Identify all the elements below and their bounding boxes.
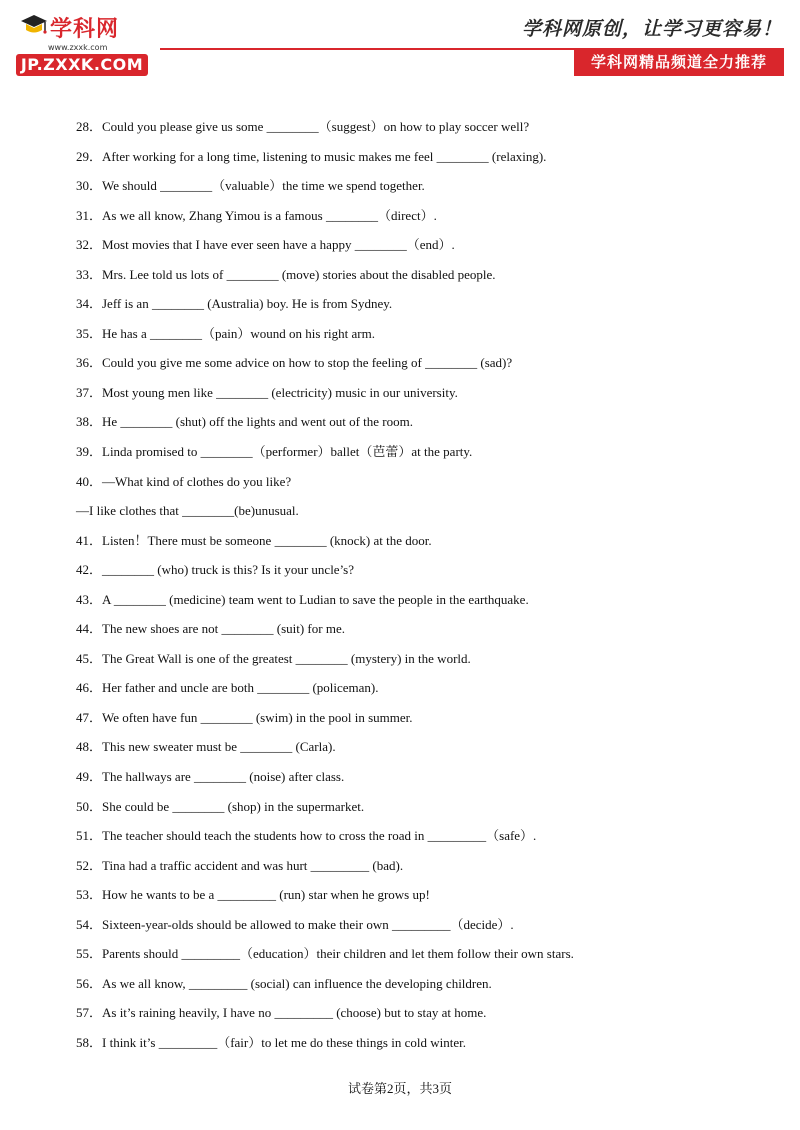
question-item: 56．As we all know, _________ (social) can influence the developing children. (76, 975, 492, 991)
question-item: 28．Could you please give us some ________（suggest）on how to play soccer well? (76, 119, 530, 134)
logo-url: www.zxxk.com (48, 43, 108, 52)
question-item: 55．Parents should _________（education）their children and let them follow their own stars. (76, 946, 574, 962)
question-item: 35．He has a ________（pain）wound on his right arm. (76, 325, 375, 341)
question-item: 41．Listen！There must be someone ________ (knock) at the door. (76, 532, 432, 548)
logo-title: 学科网 (50, 17, 120, 42)
question-item: 52．Tina had a traffic accident and was hurt _________ (bad). (76, 857, 404, 873)
header-divider (160, 48, 574, 50)
question-item: 51．The teacher should teach the students how to cross the road in _________（safe）. (76, 828, 537, 844)
question-item: 32．Most movies that I have ever seen have a happy ________（end）. (76, 237, 455, 253)
question-item: 49．The hallways are ________ (noise) after class. (76, 769, 345, 785)
question-list (76, 112, 776, 1058)
question-item: 43．A ________ (medicine) team went to Ludian to save the people in the earthquake. (76, 591, 529, 607)
question-item: 31．As we all know, Zhang Yimou is a famous ________（direct）. (76, 207, 437, 223)
question-item: 57．As it’s raining heavily, I have no _________ (choose) but to stay at home. (76, 1005, 487, 1021)
question-item: 36．Could you give me some advice on how to stop the feeling of ________ (sad)? (76, 355, 513, 371)
question-item: 29．After working for a long time, listening to music makes me feel ________ (relaxing). (76, 148, 547, 164)
header-slogan: 学科网原创，让学习更容易！ (521, 18, 782, 40)
question-item: 39．Linda promised to ________（performer）ballet（芭蕾）at the party. (76, 444, 473, 460)
question-item: 33．Mrs. Lee told us lots of ________ (move) stories about the disabled people. (76, 266, 496, 282)
question-item: 42．________ (who) truck is this? Is it your uncle’s? (76, 562, 355, 578)
question-item: 37．Most young men like ________ (electricity) music in our university. (76, 384, 458, 400)
graduation-cap-icon (20, 12, 48, 40)
zxxk-logo[interactable] (16, 10, 156, 80)
page-header (0, 0, 800, 84)
question-item: 34．Jeff is an ________ (Australia) boy. He is from Sydney. (76, 296, 393, 312)
question-item: 53．How he wants to be a _________ (run) star when he grows up! (76, 887, 430, 903)
question-item: 45．The Great Wall is one of the greatest ________ (mystery) in the world. (76, 650, 471, 666)
recommend-banner: 学科网精品频道全力推荐 (574, 48, 784, 76)
question-item: 40．—What kind of clothes do you like? (76, 473, 292, 489)
logo-domain-badge: JP.ZXXK.COM (16, 54, 148, 76)
question-item: 38．He ________ (shut) off the lights and went out of the room. (76, 414, 413, 430)
question-item: 50．She could be ________ (shop) in the supermarket. (76, 798, 365, 814)
page-footer: 试卷第2页，共3页 (347, 1081, 452, 1096)
question-item: 47．We often have fun ________ (swim) in the pool in summer. (76, 709, 413, 725)
question-item: 58．I think it’s _________（fair）to let me do these things in cold winter. (76, 1034, 466, 1050)
question-item: 48．This new sweater must be ________ (Carla). (76, 739, 336, 755)
question-item: 44．The new shoes are not ________ (suit) for me. (76, 621, 345, 637)
question-item: 30．We should ________（valuable）the time we spend together. (76, 178, 425, 194)
question-item: 46．Her father and uncle are both ________ (policeman). (76, 680, 379, 696)
question-item: 54．Sixteen-year-olds should be allowed to make their own _________（decide）. (76, 916, 514, 932)
question-item: —I like clothes that ________(be)unusual. (76, 503, 299, 519)
